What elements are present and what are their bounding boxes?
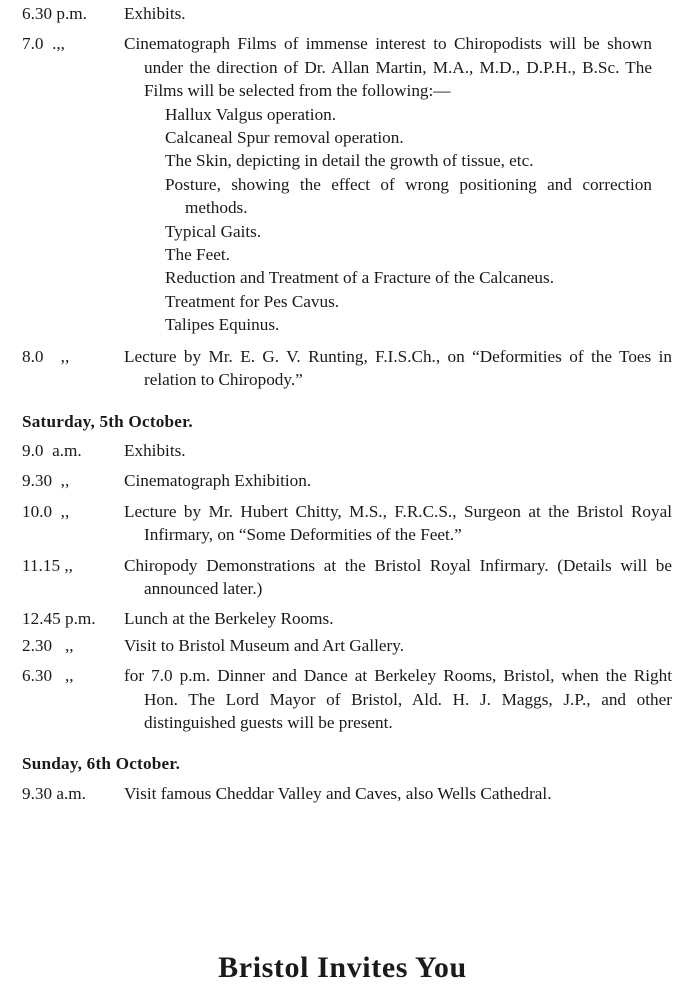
entry-time: 6.30 ,, bbox=[22, 666, 74, 686]
day-heading-saturday: Saturday, 5th October. bbox=[22, 411, 193, 431]
film-item: Treatment for Pes Cavus. bbox=[165, 291, 340, 311]
schedule-entry bbox=[0, 634, 685, 657]
schedule-entry bbox=[0, 2, 685, 25]
entry-text: Exhibits. bbox=[124, 4, 186, 23]
schedule-entry bbox=[0, 607, 685, 630]
entry-time: 9.30 a.m. bbox=[22, 783, 86, 803]
film-item: Typical Gaits. bbox=[165, 221, 262, 241]
entry-time: 9.30 ,, bbox=[22, 471, 70, 491]
entry-time: 8.0 ,, bbox=[22, 346, 70, 366]
entry-time: 9.0 a.m. bbox=[22, 440, 82, 460]
film-item: The Feet. bbox=[165, 245, 230, 265]
film-item: Talipes Equinus. bbox=[165, 315, 280, 335]
entry-text: Exhibits. bbox=[124, 440, 186, 460]
entry-time: 11.15 ,, bbox=[22, 555, 73, 575]
film-item: The Skin, depicting in detail the growth of tissue, etc. bbox=[165, 151, 534, 171]
day-heading-sunday: Sunday, 6th October. bbox=[22, 754, 181, 774]
entry-time: 12.45 p.m. bbox=[22, 609, 96, 629]
film-item: Posture, showing the effect of wrong positioning and correction methods. bbox=[165, 174, 652, 218]
schedule-entry bbox=[0, 782, 685, 805]
film-item: Reduction and Treatment of a Fracture of the Calcaneus. bbox=[165, 268, 554, 288]
film-item: Calcaneal Spur removal operation. bbox=[165, 128, 404, 148]
entry-text: Cinematograph Exhibition. bbox=[124, 471, 312, 491]
entry-text: Lecture by Mr. E. G. V. Runting, F.I.S.Ch., on “Deformities of the Toes in relation to Chiropody.” bbox=[124, 346, 672, 390]
entry-body bbox=[124, 32, 652, 336]
entry-text: Cinematograph Films of immense interest to Chiropodists will be shown under the direction of Dr. Allan Martin, M.A., M.D., D.P.H., B.Sc. The Films will be selected from the following:— bbox=[124, 34, 652, 101]
film-list bbox=[124, 103, 652, 337]
entry-text: Visit to Bristol Museum and Art Gallery. bbox=[124, 635, 404, 655]
entry-time: 10.0 ,, bbox=[22, 501, 70, 521]
entry-text: Lecture by Mr. Hubert Chitty, M.S., F.R.C.S., Surgeon at the Bristol Royal Infirmary, on “Some Deformities of the Feet.” bbox=[124, 501, 672, 545]
schedule-entry bbox=[0, 664, 685, 734]
schedule-entry-films bbox=[0, 32, 685, 336]
entry-text: Visit famous Cheddar Valley and Caves, also Wells Cathedral. bbox=[124, 783, 552, 803]
schedule-entry bbox=[0, 345, 685, 392]
entry-text: Lunch at the Berkeley Rooms. bbox=[124, 609, 334, 629]
footer-title: Bristol Invites You bbox=[218, 951, 467, 984]
schedule-entry bbox=[0, 439, 685, 462]
schedule-entry bbox=[0, 554, 685, 601]
entry-text: Chiropody Demonstrations at the Bristol Royal Infirmary. (Details will be announced later.) bbox=[124, 555, 672, 598]
film-item: Hallux Valgus operation. bbox=[165, 104, 337, 124]
entry-time: 6.30 p.m. bbox=[22, 4, 87, 23]
entry-time: 2.30 ,, bbox=[22, 635, 74, 655]
entry-time: 7.0 .,, bbox=[22, 34, 65, 54]
schedule-entry bbox=[0, 469, 685, 492]
schedule-entry bbox=[0, 500, 685, 547]
entry-text: for 7.0 p.m. Dinner and Dance at Berkeley Rooms, Bristol, when the Right Hon. The Lord Mayor of Bristol, Ald. H. J. Maggs, J.P., and other distinguished guests will be present. bbox=[124, 666, 672, 732]
